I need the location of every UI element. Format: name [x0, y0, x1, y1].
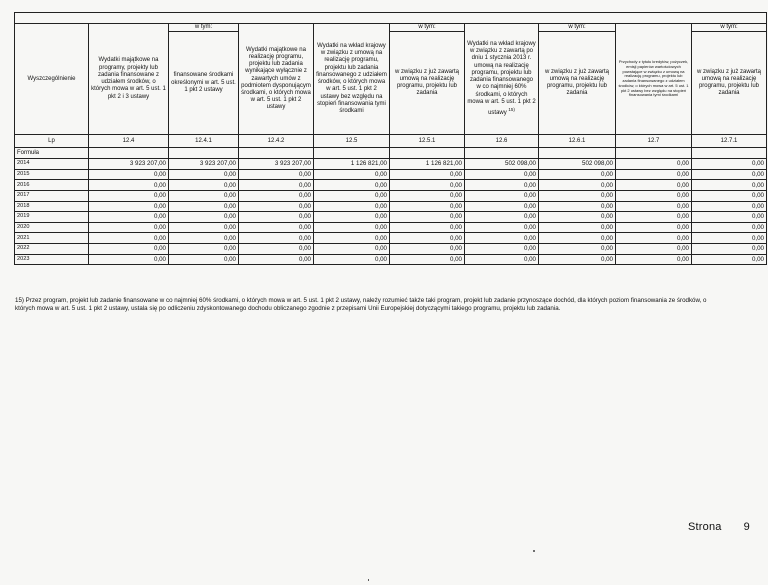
value-cell: 0,00	[539, 243, 616, 254]
data-rows	[15, 159, 767, 265]
value-cell: 0,00	[539, 180, 616, 191]
value-cell: 0,00	[390, 254, 465, 265]
value-cell: 0,00	[169, 180, 239, 191]
lp-cell: 12.6	[465, 135, 539, 148]
value-cell: 0,00	[616, 169, 692, 180]
value-cell: 0,00	[169, 212, 239, 223]
value-cell: 0,00	[239, 254, 314, 265]
value-cell: 0,00	[539, 212, 616, 223]
value-cell: 0,00	[314, 169, 390, 180]
scan-speck	[368, 579, 369, 581]
value-cell: 0,00	[314, 190, 390, 201]
value-cell: 0,00	[616, 254, 692, 265]
value-cell: 3 923 207,00	[239, 159, 314, 170]
header-w-tym-2: w tym:	[390, 24, 465, 32]
footnote-15: 15) Przez program, projekt lub zadanie finansowane w co najmniej 60% środkami, o których mowa w art. 5 ust. 1 pkt 2 ustawy, należy rozumieć także taki program, projekt lub zadanie przynoszące dochód, dla których poziom finansowania ze środków, o których mowa w art. 5 ust. 1 pkt 2 ustawy, ustala się po odliczeniu zdyskontowanego dochodu obliczanego zgodnie z przepisami Unii Europejskiej dotyczącymi takiego programu, projektu lub zadania.	[15, 297, 707, 312]
value-cell: 0,00	[616, 190, 692, 201]
value-cell: 0,00	[539, 233, 616, 244]
value-cell: 502 098,00	[465, 159, 539, 170]
page-number	[688, 521, 750, 533]
value-cell: 0,00	[616, 159, 692, 170]
value-cell: 0,00	[390, 233, 465, 244]
value-cell: 0,00	[539, 169, 616, 180]
value-cell: 0,00	[169, 243, 239, 254]
year-cell: 2016	[15, 180, 89, 191]
value-cell: 0,00	[89, 180, 169, 191]
year-cell: 2019	[15, 212, 89, 223]
value-cell: 0,00	[616, 180, 692, 191]
value-cell: 0,00	[465, 190, 539, 201]
year-cell: 2021	[15, 233, 89, 244]
header-w-tym-4: w tym:	[692, 24, 767, 32]
top-strip-row	[15, 13, 767, 24]
value-cell: 0,00	[169, 222, 239, 233]
table-row	[15, 201, 767, 212]
lp-cell: 12.5	[314, 135, 390, 148]
value-cell: 502 098,00	[539, 159, 616, 170]
value-cell: 0,00	[692, 222, 767, 233]
top-strip-cell	[15, 13, 767, 24]
lp-cell: 12.4	[89, 135, 169, 148]
value-cell: 0,00	[539, 254, 616, 265]
page-label: Strona	[688, 521, 722, 533]
value-cell: 0,00	[692, 233, 767, 244]
value-cell: 0,00	[314, 222, 390, 233]
value-cell: 0,00	[465, 222, 539, 233]
value-cell: 0,00	[89, 201, 169, 212]
table-row	[15, 212, 767, 223]
formula-cell	[539, 148, 616, 159]
value-cell: 0,00	[239, 222, 314, 233]
value-cell: 0,00	[465, 254, 539, 265]
value-cell: 0,00	[465, 212, 539, 223]
value-cell: 0,00	[89, 212, 169, 223]
value-cell: 0,00	[89, 169, 169, 180]
lp-cell: 12.4.1	[169, 135, 239, 148]
value-cell: 0,00	[539, 201, 616, 212]
formula-cell	[465, 148, 539, 159]
formula-label: Formuła	[15, 148, 89, 159]
w-tym-row	[15, 24, 767, 32]
lp-label: Lp	[15, 135, 89, 148]
value-cell: 0,00	[314, 180, 390, 191]
header-12-6	[465, 24, 539, 135]
year-cell: 2020	[15, 222, 89, 233]
value-cell: 0,00	[239, 201, 314, 212]
value-cell: 0,00	[616, 233, 692, 244]
value-cell: 0,00	[465, 233, 539, 244]
year-cell: 2018	[15, 201, 89, 212]
value-cell: 0,00	[89, 233, 169, 244]
header-12-4-2: Wydatki majątkowe na realizację programu, projektu lub zadania wynikające wyłącznie z zawartych umów z podmiotem dysponującym środkami, o których mowa w art. 5 ust. 1 pkt 2 ustawy	[239, 24, 314, 135]
year-cell: 2014	[15, 159, 89, 170]
lp-cell: 12.5.1	[390, 135, 465, 148]
value-cell: 0,00	[89, 222, 169, 233]
page-value: 9	[743, 521, 750, 533]
formula-cell	[89, 148, 169, 159]
table-row	[15, 169, 767, 180]
value-cell: 0,00	[390, 190, 465, 201]
value-cell: 0,00	[390, 243, 465, 254]
value-cell: 0,00	[692, 180, 767, 191]
value-cell: 0,00	[390, 180, 465, 191]
value-cell: 0,00	[89, 254, 169, 265]
value-cell: 0,00	[692, 201, 767, 212]
header-12-4-1: finansowane środkami określonymi w art. 5 ust. 1 pkt 2 ustawy	[169, 32, 239, 135]
formula-cell	[390, 148, 465, 159]
value-cell: 0,00	[616, 201, 692, 212]
value-cell: 0,00	[239, 233, 314, 244]
value-cell: 0,00	[692, 159, 767, 170]
table-row	[15, 233, 767, 244]
year-cell: 2017	[15, 190, 89, 201]
value-cell: 0,00	[616, 212, 692, 223]
value-cell: 1 126 821,00	[314, 159, 390, 170]
formula-cell	[314, 148, 390, 159]
header-w-tym-3: w tym:	[539, 24, 616, 32]
table-row	[15, 159, 767, 170]
value-cell: 0,00	[314, 243, 390, 254]
value-cell: 0,00	[89, 243, 169, 254]
value-cell: 0,00	[465, 180, 539, 191]
value-cell: 0,00	[390, 212, 465, 223]
formula-cell	[692, 148, 767, 159]
value-cell: 0,00	[314, 212, 390, 223]
formula-cell	[616, 148, 692, 159]
lp-row	[15, 135, 767, 148]
year-cell: 2015	[15, 169, 89, 180]
value-cell: 0,00	[692, 212, 767, 223]
header-12-7-1: w związku z już zawartą umową na realizację programu, projektu lub zadania	[692, 32, 767, 135]
value-cell: 3 923 207,00	[169, 159, 239, 170]
header-12-4: Wydatki majątkowe na programy, projekty lub zadania finansowane z udziałem środków, o których mowa w art. 5 ust. 1 pkt 2 i 3 ustawy	[89, 24, 169, 135]
header-12-5-1: w związku z już zawartą umową na realizację programu, projektu lub zadania	[390, 32, 465, 135]
value-cell: 0,00	[239, 180, 314, 191]
value-cell: 0,00	[239, 212, 314, 223]
table-row	[15, 254, 767, 265]
value-cell: 0,00	[465, 201, 539, 212]
scan-speck	[533, 550, 535, 552]
value-cell: 0,00	[692, 169, 767, 180]
value-cell: 0,00	[169, 169, 239, 180]
table-row	[15, 222, 767, 233]
value-cell: 0,00	[239, 169, 314, 180]
value-cell: 0,00	[314, 254, 390, 265]
formula-cell	[169, 148, 239, 159]
value-cell: 0,00	[390, 222, 465, 233]
value-cell: 0,00	[692, 243, 767, 254]
header-12-6-text: Wydatki na wkład krajowy w związku z zawartą po dniu 1 stycznia 2013 r. umową na realizację programu, projektu lub zadania finansowanego w co najmniej 60% środkami, o których mowa w art. 5 ust. 1 pkt 2 ustawy	[467, 41, 536, 116]
value-cell: 0,00	[616, 243, 692, 254]
value-cell: 0,00	[239, 190, 314, 201]
header-12-5: Wydatki na wkład krajowy w związku z umową na realizację programu, projektu lub zadania finansowanego z udziałem środków, o których mowa w art. 5 ust. 1 pkt 2 ustawy bez względu na stopień finansowania tymi środkami	[314, 24, 390, 135]
year-cell: 2022	[15, 243, 89, 254]
value-cell: 0,00	[169, 254, 239, 265]
formula-cell	[239, 148, 314, 159]
value-cell: 0,00	[692, 190, 767, 201]
header-w-tym-1: w tym:	[169, 24, 239, 32]
value-cell: 0,00	[692, 254, 767, 265]
value-cell: 0,00	[390, 201, 465, 212]
table-row	[15, 190, 767, 201]
footnote-ref: 15)	[508, 106, 515, 112]
value-cell: 0,00	[465, 243, 539, 254]
value-cell: 3 923 207,00	[89, 159, 169, 170]
value-cell: 0,00	[169, 233, 239, 244]
value-cell: 0,00	[169, 190, 239, 201]
value-cell: 0,00	[539, 190, 616, 201]
formula-row	[15, 148, 767, 159]
budget-table	[14, 12, 767, 265]
value-cell: 0,00	[390, 169, 465, 180]
header-12-7: Przychody z tytułu kredytów, pożyczek, emisji papierów wartościowych powstające w związku z umową na realizację programu, projektu lub zadania finansowanego z udziałem środków, o których mowa w art. 5 ust. 1 pkt 2 ustawy bez względu na stopień finansowania tymi środkami	[616, 24, 692, 135]
header-wyszczegolnienie: Wyszczególnienie	[15, 24, 89, 135]
value-cell: 0,00	[89, 190, 169, 201]
value-cell: 0,00	[314, 233, 390, 244]
value-cell: 1 126 821,00	[390, 159, 465, 170]
lp-cell: 12.7.1	[692, 135, 767, 148]
table-row	[15, 243, 767, 254]
year-cell: 2023	[15, 254, 89, 265]
lp-cell: 12.6.1	[539, 135, 616, 148]
value-cell: 0,00	[169, 201, 239, 212]
header-12-6-1: w związku z już zawartą umową na realizację programu, projektu lub zadania	[539, 32, 616, 135]
lp-cell: 12.4.2	[239, 135, 314, 148]
value-cell: 0,00	[616, 222, 692, 233]
table-row	[15, 180, 767, 191]
value-cell: 0,00	[465, 169, 539, 180]
value-cell: 0,00	[539, 222, 616, 233]
value-cell: 0,00	[314, 201, 390, 212]
lp-cell: 12.7	[616, 135, 692, 148]
value-cell: 0,00	[239, 243, 314, 254]
